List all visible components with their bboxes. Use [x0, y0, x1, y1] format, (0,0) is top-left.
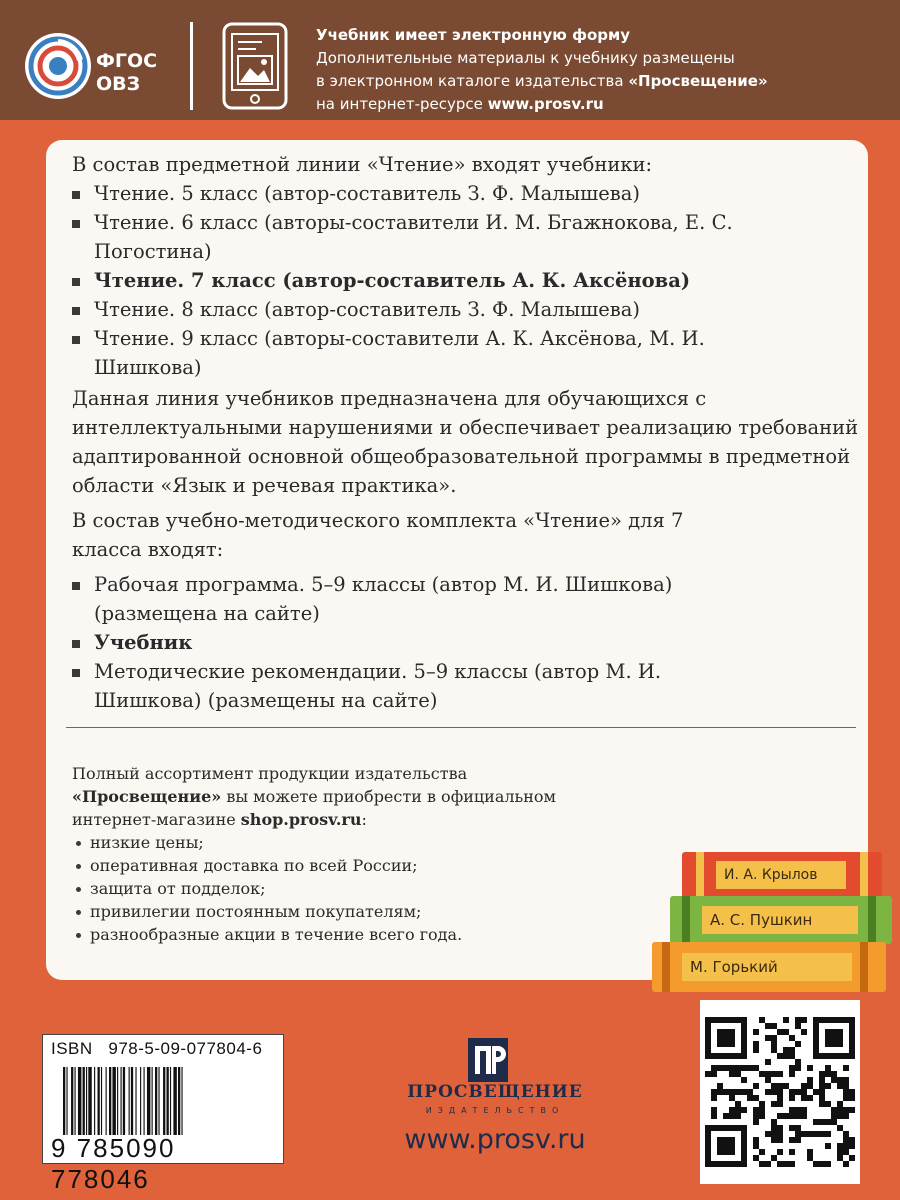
header-divider: [190, 22, 193, 110]
qr-module: [753, 1047, 759, 1053]
header-line2: Дополнительные материалы к учебнику размещены: [316, 49, 735, 67]
qr-module: [795, 1125, 801, 1131]
barcode-bar: [178, 1067, 180, 1135]
qr-module: [795, 1059, 801, 1065]
qr-module: [795, 1131, 801, 1137]
qr-module: [783, 1047, 789, 1053]
qr-module: [771, 1125, 777, 1131]
qr-module: [753, 1029, 759, 1035]
qr-module: [789, 1161, 795, 1167]
qr-module: [771, 1083, 777, 1089]
shop-line3: [72, 808, 652, 831]
book-krylov-label: И. А. Крылов: [716, 861, 846, 889]
qr-module: [789, 1071, 795, 1077]
qr-module: [849, 1143, 855, 1149]
qr-module: [759, 1113, 765, 1119]
qr-module: [795, 1041, 801, 1047]
qr-module: [735, 1101, 741, 1107]
kit-item-textbook: Учебник: [72, 628, 862, 657]
qr-module: [777, 1149, 783, 1155]
isbn-barcode: [42, 1034, 284, 1194]
qr-module: [789, 1053, 795, 1059]
barcode-bar: [98, 1067, 100, 1135]
qr-module: [795, 1089, 801, 1095]
benefit-item: низкие цены;: [72, 831, 652, 854]
isbn-label: [51, 1039, 262, 1059]
qr-module: [765, 1059, 771, 1065]
barcode-bar: [106, 1067, 107, 1135]
qr-module: [741, 1089, 747, 1095]
qr-module: [753, 1113, 759, 1119]
qr-module: [819, 1083, 825, 1089]
qr-module: [813, 1161, 819, 1167]
book-pushkin-label: А. С. Пушкин: [702, 906, 858, 934]
qr-module: [843, 1113, 849, 1119]
header-line4-text: на интернет-ресурсе: [316, 95, 488, 113]
qr-module: [735, 1107, 741, 1113]
qr-module: [843, 1107, 849, 1113]
qr-module: [753, 1041, 759, 1047]
qr-module: [825, 1143, 831, 1149]
fgos-line1: ФГОС: [96, 50, 158, 72]
qr-module: [843, 1143, 849, 1149]
qr-module: [735, 1089, 741, 1095]
barcode-bar: [155, 1067, 157, 1135]
header-line3-text: в электронном каталоге издательства: [316, 72, 629, 90]
qr-module: [711, 1095, 717, 1101]
barcode-bar: [112, 1067, 115, 1135]
qr-module: [837, 1113, 843, 1119]
qr-module: [747, 1089, 753, 1095]
qr-module: [783, 1029, 789, 1035]
benefit-item: защита от подделок;: [72, 877, 652, 900]
qr-module: [843, 1137, 849, 1143]
qr-module: [843, 1161, 849, 1167]
qr-module: [795, 1113, 801, 1119]
qr-module: [783, 1017, 789, 1023]
barcode-bar: [117, 1067, 118, 1135]
book-gorky-label: М. Горький: [682, 953, 852, 981]
qr-module: [759, 1161, 765, 1167]
shop-benefits: [72, 831, 652, 946]
barcode-bar: [158, 1067, 159, 1135]
shop-url[interactable]: shop.prosv.ru: [240, 810, 362, 829]
qr-module: [807, 1155, 813, 1161]
series-item: Чтение. 6 класс (авторы-составители И. М. Бгажнокова, Е. С. Погостина): [72, 208, 832, 266]
shop-line1: Полный ассортимент продукции издательства: [72, 764, 468, 783]
qr-module: [795, 1017, 801, 1023]
qr-module: [717, 1083, 723, 1089]
qr-module: [741, 1065, 747, 1071]
prosveshchenie-logo-icon: [468, 1038, 508, 1082]
qr-module: [777, 1125, 783, 1131]
qr-module: [819, 1089, 825, 1095]
shop-line2-text: вы можете приобрести в официальном: [221, 787, 556, 806]
qr-module: [729, 1089, 735, 1095]
qr-module: [849, 1137, 855, 1143]
qr-module: [807, 1065, 813, 1071]
qr-module: [837, 1107, 843, 1113]
kit-intro: В состав учебно-методического комплекта «Чтение» для 7 класса входят:: [72, 509, 684, 561]
qr-module: [831, 1119, 837, 1125]
qr-module: [825, 1101, 831, 1107]
kit-item: Рабочая программа. 5–9 классы (автор М. И. Шишкова) (размещена на сайте): [72, 570, 792, 628]
qr-module: [747, 1095, 753, 1101]
barcode-bar: [88, 1067, 91, 1135]
barcode-bar: [66, 1067, 67, 1135]
barcode-bar: [170, 1067, 171, 1135]
isbn-prefix: ISBN: [51, 1039, 93, 1058]
fgos-logo: [22, 28, 172, 104]
qr-module: [765, 1089, 771, 1095]
qr-module: [777, 1113, 783, 1119]
qr-module: [723, 1089, 729, 1095]
barcode-bar: [75, 1067, 76, 1135]
qr-module: [807, 1131, 813, 1137]
qr-module: [771, 1035, 777, 1041]
qr-module: [807, 1077, 813, 1083]
qr-module: [705, 1071, 711, 1077]
qr-module: [729, 1095, 735, 1101]
qr-module: [849, 1107, 855, 1113]
barcode-bar: [129, 1067, 130, 1135]
qr-module: [777, 1161, 783, 1167]
fgos-emblem-icon: [22, 30, 94, 102]
fgos-line2: ОВЗ: [96, 73, 141, 95]
barcode-bar: [152, 1067, 153, 1135]
qr-module: [771, 1137, 777, 1143]
barcode-bar: [86, 1067, 87, 1135]
qr-module: [813, 1131, 819, 1137]
qr-module: [801, 1095, 807, 1101]
qr-code[interactable]: [700, 1000, 860, 1184]
qr-module: [789, 1035, 795, 1041]
barcode-bar: [144, 1067, 145, 1135]
main-content: [72, 150, 862, 736]
qr-module: [777, 1137, 783, 1143]
qr-module: [771, 1071, 777, 1077]
header-line4: [316, 93, 886, 116]
benefit-item: оперативная доставка по всей России;: [72, 854, 652, 877]
qr-module: [765, 1071, 771, 1077]
qr-module: [771, 1089, 777, 1095]
series-list: [72, 179, 862, 382]
qr-module: [843, 1065, 849, 1071]
qr-module: [789, 1047, 795, 1053]
qr-module: [729, 1107, 735, 1113]
header-title: Учебник имеет электронную форму: [316, 26, 631, 44]
qr-module: [825, 1071, 831, 1077]
kit-item: Методические рекомендации. 5–9 классы (автор М. И. Шишкова) (размещены на сайте): [72, 657, 692, 715]
qr-module: [735, 1113, 741, 1119]
barcode-bar: [147, 1067, 150, 1135]
qr-module: [753, 1065, 759, 1071]
shop-publisher: «Просвещение»: [72, 787, 222, 806]
shop-line3-colon: :: [361, 810, 367, 829]
qr-finder-module: [717, 1137, 735, 1155]
qr-module: [825, 1161, 831, 1167]
qr-module: [741, 1077, 747, 1083]
qr-module: [801, 1083, 807, 1089]
qr-module: [753, 1143, 759, 1149]
qr-module: [831, 1113, 837, 1119]
qr-module: [777, 1029, 783, 1035]
qr-module: [753, 1107, 759, 1113]
qr-module: [783, 1053, 789, 1059]
qr-module: [789, 1113, 795, 1119]
qr-module: [753, 1095, 759, 1101]
qr-module: [843, 1083, 849, 1089]
benefit-item: привилегии постоянным покупателям;: [72, 900, 652, 923]
qr-module: [765, 1161, 771, 1167]
qr-module: [783, 1083, 789, 1089]
barcode-bar: [94, 1067, 95, 1135]
series-item: Чтение. 8 класс (автор-составитель З. Ф. Малышева): [72, 295, 862, 324]
qr-module: [789, 1089, 795, 1095]
qr-module: [777, 1095, 783, 1101]
qr-module: [789, 1149, 795, 1155]
barcode-bar: [121, 1067, 122, 1135]
qr-module: [801, 1089, 807, 1095]
qr-module: [735, 1065, 741, 1071]
publisher-subtitle: ИЗДАТЕЛЬСТВО: [425, 1106, 565, 1115]
qr-module: [807, 1083, 813, 1089]
qr-module: [801, 1131, 807, 1137]
qr-module: [801, 1029, 807, 1035]
qr-module: [777, 1101, 783, 1107]
book-gorky: [652, 942, 886, 992]
book-pushkin: [670, 896, 892, 944]
qr-module: [801, 1113, 807, 1119]
qr-module: [813, 1089, 819, 1095]
qr-module: [849, 1095, 855, 1101]
barcode-digits: 9 785090 778046: [51, 1133, 176, 1194]
barcode-bars: [63, 1067, 277, 1135]
qr-module: [777, 1131, 783, 1137]
qr-module: [711, 1107, 717, 1113]
book-krylov: [682, 852, 882, 898]
qr-module: [825, 1119, 831, 1125]
qr-module: [837, 1083, 843, 1089]
qr-module: [753, 1083, 759, 1089]
barcode-bar: [63, 1067, 65, 1135]
qr-module: [825, 1065, 831, 1071]
qr-module: [729, 1071, 735, 1077]
header-text: [316, 24, 886, 116]
qr-module: [771, 1101, 777, 1107]
section-divider: [66, 727, 856, 728]
qr-module: [831, 1077, 837, 1083]
qr-module: [771, 1047, 777, 1053]
fgos-label: [96, 50, 157, 96]
qr-module: [759, 1107, 765, 1113]
qr-module: [795, 1107, 801, 1113]
qr-module: [795, 1065, 801, 1071]
qr-module: [837, 1125, 843, 1131]
qr-module: [831, 1071, 837, 1077]
qr-module: [843, 1131, 849, 1137]
qr-module: [837, 1077, 843, 1083]
qr-module: [711, 1089, 717, 1095]
qr-module: [825, 1131, 831, 1137]
qr-module: [759, 1101, 765, 1107]
qr-module: [795, 1137, 801, 1143]
qr-module: [771, 1155, 777, 1161]
barcode-bar: [78, 1067, 81, 1135]
qr-module: [843, 1089, 849, 1095]
qr-module: [849, 1089, 855, 1095]
qr-module: [813, 1119, 819, 1125]
shop-line2: [72, 785, 652, 808]
qr-module: [831, 1107, 837, 1113]
qr-module: [789, 1107, 795, 1113]
qr-module: [789, 1137, 795, 1143]
qr-module: [711, 1113, 717, 1119]
qr-module: [711, 1071, 717, 1077]
qr-module: [723, 1113, 729, 1119]
qr-module: [765, 1035, 771, 1041]
qr-module: [759, 1071, 765, 1077]
qr-module: [837, 1155, 843, 1161]
series-description: Данная линия учебников предназначена для обучающихся с интеллектуальными нарушениями и обеспечивает реализацию требований адаптированной основной общеобразовательной программы в предметной области «Язык и речевая практика».: [72, 387, 859, 497]
qr-module: [837, 1149, 843, 1155]
barcode-bar: [101, 1067, 102, 1135]
qr-module: [789, 1095, 795, 1101]
series-item: Чтение. 5 класс (автор-составитель З. Ф. Малышева): [72, 179, 862, 208]
qr-module: [753, 1155, 759, 1161]
qr-module: [735, 1071, 741, 1077]
qr-finder-module: [825, 1029, 843, 1047]
benefit-item: разнообразные акции в течение всего года.: [72, 923, 652, 946]
header-line3: [316, 70, 886, 93]
qr-module: [819, 1101, 825, 1107]
qr-module: [819, 1071, 825, 1077]
qr-module: [801, 1017, 807, 1023]
qr-module: [843, 1095, 849, 1101]
qr-module: [771, 1041, 777, 1047]
qr-module: [765, 1077, 771, 1083]
qr-module: [765, 1023, 771, 1029]
qr-module: [825, 1083, 831, 1089]
qr-module: [807, 1149, 813, 1155]
qr-module: [843, 1149, 849, 1155]
qr-module: [759, 1017, 765, 1023]
publisher-name: ПРОСВЕЩЕНИЕ: [407, 1082, 583, 1102]
series-item: Чтение. 9 класс (авторы-составители А. К. Аксёнова, М. И. Шишкова): [72, 324, 792, 382]
qr-finder-module: [717, 1029, 735, 1047]
qr-module: [783, 1113, 789, 1119]
barcode-bar: [173, 1067, 176, 1135]
shop-info: [72, 762, 652, 946]
barcode-bar: [71, 1067, 73, 1135]
barcode-bar: [123, 1067, 125, 1135]
qr-module: [837, 1101, 843, 1107]
publisher-url[interactable]: www.prosv.ru: [404, 1124, 586, 1155]
barcode-bar: [140, 1067, 141, 1135]
qr-module: [753, 1137, 759, 1143]
qr-module: [819, 1161, 825, 1167]
barcode-bar: [181, 1067, 182, 1135]
qr-module: [723, 1065, 729, 1071]
qr-module: [819, 1077, 825, 1083]
qr-module: [795, 1023, 801, 1029]
qr-module: [819, 1119, 825, 1125]
qr-module: [849, 1155, 855, 1161]
qr-module: [711, 1065, 717, 1071]
series-item-current: Чтение. 7 класс (автор-составитель А. К. Аксёнова): [72, 266, 862, 295]
barcode-bar: [131, 1067, 133, 1135]
qr-module: [753, 1119, 759, 1125]
barcode-bar: [163, 1067, 165, 1135]
qr-module: [843, 1077, 849, 1083]
tablet-icon: [222, 22, 288, 110]
qr-module: [771, 1119, 777, 1125]
qr-module: [783, 1161, 789, 1167]
qr-module: [771, 1131, 777, 1137]
shop-line3-text: интернет-магазине: [72, 810, 241, 829]
qr-module: [819, 1095, 825, 1101]
qr-module: [765, 1131, 771, 1137]
barcode-bar: [167, 1067, 169, 1135]
series-intro: В состав предметной линии «Чтение» входят учебники:: [72, 153, 653, 176]
qr-module: [729, 1065, 735, 1071]
qr-module: [777, 1083, 783, 1089]
qr-module: [789, 1065, 795, 1071]
qr-module: [837, 1143, 843, 1149]
qr-module: [777, 1071, 783, 1077]
qr-module: [807, 1095, 813, 1101]
qr-module: [759, 1149, 765, 1155]
qr-module: [789, 1125, 795, 1131]
qr-code-icon: [702, 1002, 858, 1182]
qr-module: [717, 1089, 723, 1095]
qr-module: [819, 1131, 825, 1137]
kit-list: [72, 570, 862, 715]
qr-module: [777, 1053, 783, 1059]
qr-module: [771, 1023, 777, 1029]
qr-module: [747, 1065, 753, 1071]
qr-module: [777, 1089, 783, 1095]
header-url[interactable]: www.prosv.ru: [487, 95, 604, 113]
header-publisher-name: «Просвещение»: [628, 72, 768, 90]
barcode-bar: [109, 1067, 111, 1135]
isbn-number: 978-5-09-077804-6: [108, 1039, 263, 1058]
qr-module: [741, 1107, 747, 1113]
barcode-bar: [83, 1067, 85, 1135]
header-band: [0, 0, 900, 120]
qr-module: [717, 1065, 723, 1071]
qr-module: [729, 1113, 735, 1119]
barcode-bar: [135, 1067, 136, 1135]
qr-module: [801, 1107, 807, 1113]
